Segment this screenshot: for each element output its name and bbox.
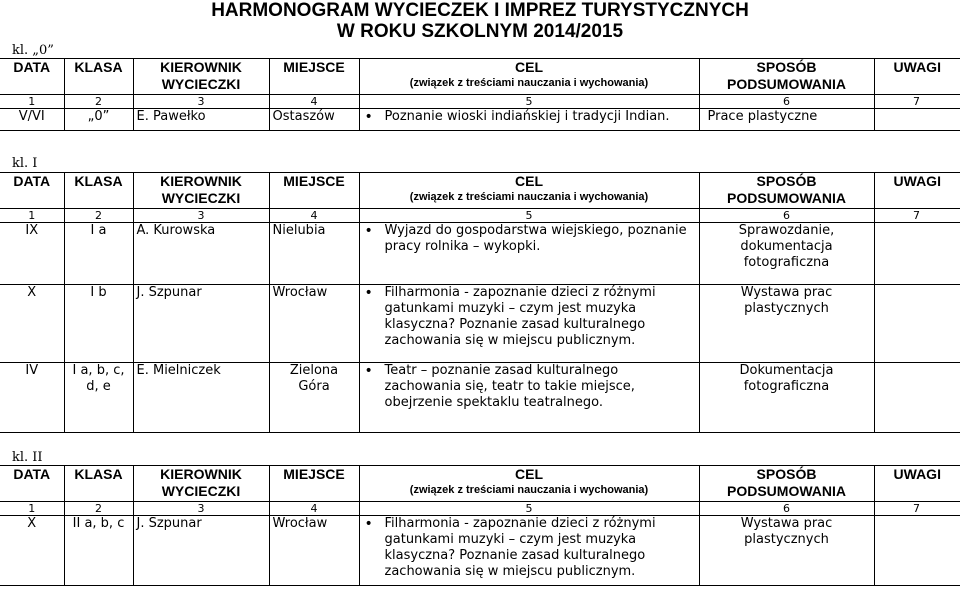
cell-kierownik: E. Pawełko	[133, 109, 269, 131]
cell-klasa: I a, b, c, d, e	[64, 363, 133, 433]
header-kierownik: KIEROWNIK WYCIECZKI	[133, 466, 269, 502]
table-row	[0, 223, 960, 285]
cell-klasa: I b	[64, 285, 133, 363]
header-miejsce: MIEJSCE	[269, 59, 359, 95]
cell-sposob: Prace plastyczne	[699, 109, 874, 131]
cell-uwagi	[874, 516, 960, 586]
section-label-kl-i: kl. I	[12, 156, 38, 171]
schedule-table-kl-i	[0, 172, 960, 433]
table-row	[0, 516, 960, 586]
cell-kierownik: E. Mielniczek	[133, 363, 269, 433]
column-numbers-row: 1 2 3 4 5 6 7	[0, 209, 960, 223]
cell-sposob: Wystawa prac plastycznych	[699, 516, 874, 586]
header-klasa: KLASA	[64, 466, 133, 502]
cell-uwagi	[874, 285, 960, 363]
header-row	[0, 59, 960, 95]
cell-kierownik: J. Szpunar	[133, 516, 269, 586]
cell-miejsce: Zielona Góra	[269, 363, 359, 433]
header-sposob: SPOSÓB PODSUMOWANIA	[699, 173, 874, 209]
cell-kierownik: A. Kurowska	[133, 223, 269, 285]
header-uwagi: UWAGI	[874, 59, 960, 95]
cell-uwagi	[874, 363, 960, 433]
section-label-kl-0: kl. „0”	[12, 43, 54, 58]
cell-miejsce: Nielubia	[269, 223, 359, 285]
document-title-line-1: HARMONOGRAM WYCIECZEK I IMPREZ TURYSTYCZNYCH	[211, 0, 749, 21]
cell-uwagi	[874, 223, 960, 285]
schedule-table-kl-0	[0, 58, 960, 131]
header-sposob: SPOSÓB PODSUMOWANIA	[699, 59, 874, 95]
column-numbers-row: 1 2 3 4 5 6 7	[0, 95, 960, 109]
header-klasa: KLASA	[64, 173, 133, 209]
cell-klasa: II a, b, c	[64, 516, 133, 586]
table-row	[0, 285, 960, 363]
header-kierownik: KIEROWNIK WYCIECZKI	[133, 59, 269, 95]
header-data: DATA	[0, 466, 64, 502]
cell-data: X	[0, 516, 64, 586]
cell-sposob: Dokumentacja fotograficzna	[699, 363, 874, 433]
cell-sposob: Wystawa prac plastycznych	[699, 285, 874, 363]
cell-data: V/VI	[0, 109, 64, 131]
cell-miejsce: Wrocław	[269, 285, 359, 363]
cell-cel: • Wyjazd do gospodarstwa wiejskiego, poznanie pracy rolnika – wykopki.	[359, 223, 699, 285]
cell-miejsce: Wrocław	[269, 516, 359, 586]
header-cel: CEL (związek z treściami nauczania i wychowania)	[359, 173, 699, 209]
cell-data: IX	[0, 223, 64, 285]
header-cel: CEL (związek z treściami nauczania i wychowania)	[359, 59, 699, 95]
cell-miejsce: Ostaszów	[269, 109, 359, 131]
header-data: DATA	[0, 173, 64, 209]
header-data: DATA	[0, 59, 64, 95]
cell-cel: • Filharmonia - zapoznanie dzieci z różnymi gatunkami muzyki – czym jest muzyka klasyczna? Poznanie zasad kulturalnego zachowania się w miejscu publicznym.	[359, 285, 699, 363]
cell-sposob: Sprawozdanie, dokumentacja fotograficzna	[699, 223, 874, 285]
section-label-kl-ii: kl. II	[12, 450, 43, 465]
schedule-table-kl-ii	[0, 465, 960, 586]
header-klasa: KLASA	[64, 59, 133, 95]
header-miejsce: MIEJSCE	[269, 173, 359, 209]
cell-data: IV	[0, 363, 64, 433]
cell-uwagi	[874, 109, 960, 131]
header-kierownik: KIEROWNIK WYCIECZKI	[133, 173, 269, 209]
cell-data: X	[0, 285, 64, 363]
header-uwagi: UWAGI	[874, 466, 960, 502]
cell-cel: • Poznanie wioski indiańskiej i tradycji Indian.	[359, 109, 699, 131]
cell-kierownik: J. Szpunar	[133, 285, 269, 363]
document-title-line-2: W ROKU SZKOLNYM 2014/2015	[336, 21, 624, 42]
header-cel: CEL (związek z treściami nauczania i wychowania)	[359, 466, 699, 502]
header-sposob: SPOSÓB PODSUMOWANIA	[699, 466, 874, 502]
header-row	[0, 466, 960, 502]
cell-cel: • Teatr – poznanie zasad kulturalnego zachowania się, teatr to takie miejsce, obejrzenie spektaklu teatralnego.	[359, 363, 699, 433]
header-row	[0, 173, 960, 209]
column-numbers-row: 1 2 3 4 5 6 7	[0, 502, 960, 516]
table-row	[0, 363, 960, 433]
header-miejsce: MIEJSCE	[269, 466, 359, 502]
cell-cel: • Filharmonia - zapoznanie dzieci z różnymi gatunkami muzyki – czym jest muzyka klasyczna? Poznanie zasad kulturalnego zachowania się w miejscu publicznym.	[359, 516, 699, 586]
header-uwagi: UWAGI	[874, 173, 960, 209]
cell-klasa: I a	[64, 223, 133, 285]
cell-klasa: „0”	[64, 109, 133, 131]
table-row	[0, 109, 960, 131]
